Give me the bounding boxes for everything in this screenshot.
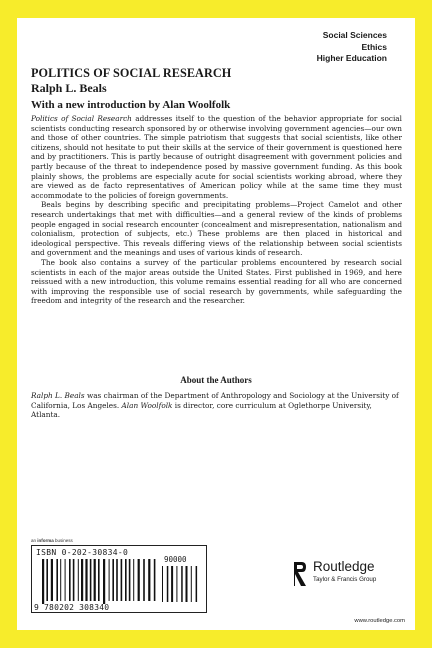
author2-bio: is director, core curriculum at Oglethorpe University, Atlanta.: [31, 400, 372, 420]
description-paragraph: [31, 114, 402, 200]
barcode-bar: [131, 559, 133, 601]
barcode-bar: [79, 559, 80, 601]
barcode-bar: [103, 559, 105, 604]
barcode-bar: [121, 559, 123, 601]
barcode-bar: [112, 559, 114, 601]
barcode-bar: [73, 559, 75, 601]
barcode-bar: [85, 559, 87, 601]
ean-digits: 9 780202 308340: [34, 603, 110, 612]
price-barcode-bar: [176, 566, 177, 602]
barcode-bar: [133, 559, 134, 601]
introduction-credit: With a new introduction by Alan Woolfolk: [31, 99, 231, 111]
category-label: Ethics: [361, 41, 387, 52]
price-barcode-bar: [193, 566, 195, 602]
imprint-prefix: an: [31, 538, 38, 543]
barcode-bar: [51, 559, 53, 601]
italic-title: Politics of Social Research: [31, 114, 132, 123]
barcode-bar: [94, 559, 96, 601]
barcode-bar: [135, 559, 137, 601]
price-barcode-bar: [174, 566, 176, 602]
author-name: Ralph L. Beals: [31, 81, 107, 95]
barcode-bar: [88, 559, 89, 601]
barcode-bar: [56, 559, 58, 601]
barcode-bar: [75, 559, 77, 601]
price-barcode-bar: [169, 566, 170, 602]
barcode-bar: [92, 559, 93, 601]
publisher-website: www.routledge.com: [354, 618, 405, 624]
about-authors-text: [31, 391, 402, 420]
price-barcode-bar: [167, 566, 169, 602]
about-paragraph: [31, 391, 402, 420]
barcode-bar: [96, 559, 97, 601]
paragraph-text: addresses itself to the question of the behavior appropriate for social scientists conducting research sponsored by or otherwise involving government agencies—our own and those of other countries. The simple patriotism that suggests that social scientists, like other citizens, should not hesitate to put their skills at the service of their government is questioned here and by practitioners. This is partly because of outright disagreement with government policies and partly because of the threat to independence posed by massive government funding. As this book plainly shows, the problems are especially acute for social scientists working abroad, where they are viewed as de facto representatives of American policy while at the same time they must accommodate to the policies of foreign governments.: [31, 114, 402, 200]
author1-bio: was chairman of the Department of Anthropology and Sociology at the University of California, Los Angeles.: [31, 391, 399, 410]
barcode-bar: [106, 559, 108, 604]
barcode-bar: [98, 559, 100, 601]
barcode-bar: [62, 559, 64, 601]
description-paragraph: The book also contains a survey of the particular problems encountered by research social scientists in each of the major areas outside the United States. First published in 1969, and here reissued with a new introduction, this volume remains essential reading for all who are concerned with improving the responsible use of social research by governments, while safeguarding the freedom and integrity of the research and the researcher.: [31, 257, 402, 306]
barcode-bar: [138, 559, 140, 601]
publisher-name: Routledge: [313, 559, 375, 574]
price-barcode-bar: [188, 566, 190, 602]
informa-imprint: [31, 538, 73, 543]
barcode-bar: [145, 559, 147, 601]
barcode-bar: [116, 559, 118, 601]
barcode-bar: [71, 559, 72, 601]
barcode-bar: [42, 559, 44, 604]
price-barcode-bar: [186, 566, 188, 602]
category-label: Social Sciences: [322, 30, 387, 40]
barcode-bar: [45, 559, 46, 604]
barcode-bar: [118, 559, 120, 601]
price-barcode-bar: [184, 566, 185, 602]
price-barcode-bar: [181, 566, 183, 602]
barcode-bar: [60, 559, 61, 601]
barcode-bar: [100, 559, 102, 601]
price-barcode-bar: [162, 566, 163, 602]
barcode-bar: [81, 559, 83, 601]
barcode-bar: [69, 559, 71, 601]
barcode-bar: [123, 559, 125, 601]
barcode-bar: [65, 559, 66, 601]
barcode-bar: [90, 559, 92, 601]
barcode-bar: [110, 559, 112, 601]
price-barcode-bar: [164, 566, 166, 602]
isbn-barcode: [31, 545, 207, 613]
content-panel: [17, 18, 415, 630]
book-description: [31, 114, 402, 306]
imprint-brand: informa: [37, 538, 54, 543]
price-barcode-bar: [171, 566, 173, 602]
author2-name: Alan Woolfolk: [121, 400, 173, 410]
price-barcode-bar: [196, 566, 198, 602]
barcode-bar: [125, 559, 127, 601]
subject-categories: [317, 30, 387, 65]
barcode-bar: [109, 559, 110, 601]
price-barcode-bar: [198, 566, 199, 602]
routledge-r-icon: [291, 559, 309, 589]
price-barcode-bar: [191, 566, 192, 602]
description-paragraph: Beals begins by describing specific and precipitating problems—Project Camelot and other research undertakings that met with difficulties—and a general review of the kinds of problems people engaged in social research encounter (concealment and misrepresentation, nationalism and colonialism, protection of subjects, etc.) These problems are then placed in historical and ideological perspective. This reveals differing views of the relationship between social scientists and government and the meanings and uses of various kinds of research.: [31, 200, 402, 258]
barcode-bar: [140, 559, 142, 601]
book-title: POLITICS OF SOCIAL RESEARCH: [31, 66, 232, 80]
barcode-bar: [78, 559, 79, 601]
barcode-bar: [46, 559, 48, 601]
price-code: 90000: [164, 555, 187, 564]
barcode-bar: [154, 559, 156, 601]
barcode-bar: [115, 559, 116, 601]
author1-name: Ralph L. Beals: [31, 391, 85, 400]
publisher-group: Taylor & Francis Group: [313, 576, 377, 583]
imprint-suffix: business: [53, 538, 73, 543]
barcode-bar: [54, 559, 56, 601]
about-authors-heading: About the Authors: [180, 375, 252, 385]
barcode-bar: [49, 559, 51, 601]
barcode-bar: [143, 559, 145, 601]
barcode-bar: [59, 559, 60, 601]
barcode-bar: [129, 559, 131, 601]
isbn-label: ISBN 0-202-30834-0: [36, 548, 129, 557]
barcode-bar: [148, 559, 150, 601]
barcode-bar: [151, 559, 153, 601]
price-barcode-bar: [178, 566, 180, 602]
barcode-bar: [127, 559, 128, 601]
barcode-bar: [84, 559, 85, 601]
barcode-bar: [66, 559, 68, 601]
category-label: Higher Education: [316, 53, 387, 63]
